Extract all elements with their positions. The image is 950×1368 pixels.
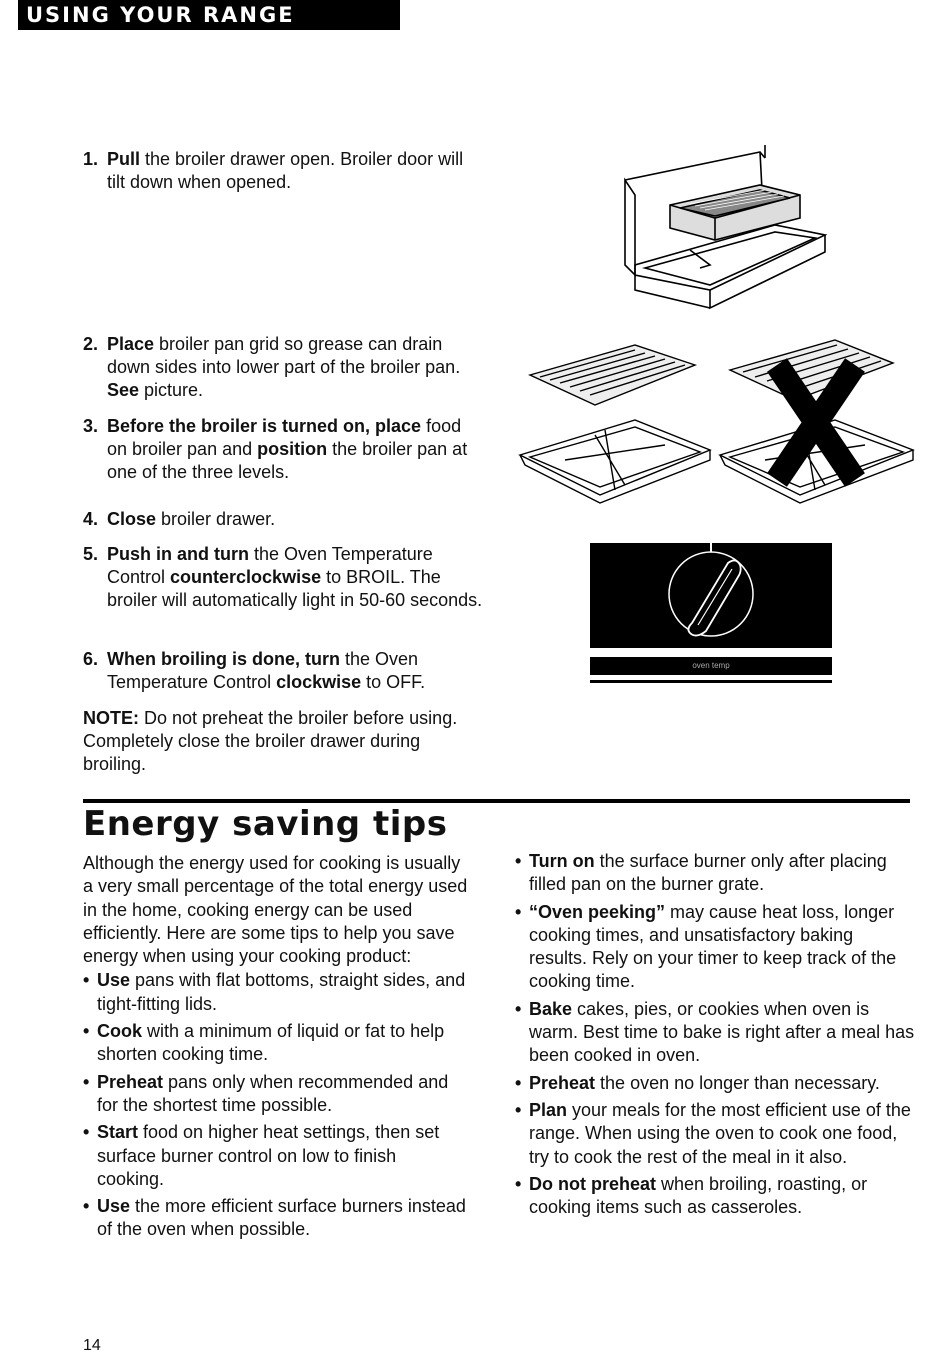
step-3 [83, 415, 483, 484]
tip-text: may cause heat loss, longer cooking times, and unsatisfactory baking results. Rely on your timer to keep track of the cooking time. [529, 901, 897, 992]
tips-left-column [83, 852, 468, 1246]
step-number: 5. [83, 544, 99, 564]
bullet: • [83, 970, 90, 991]
list-item [515, 850, 915, 897]
list-item [83, 1071, 468, 1118]
step-text-2: to OFF. [361, 672, 426, 692]
step-text-2: picture. [139, 380, 204, 400]
step-text-2: to BROIL. The broiler will automatically light in 50-60 seconds. [107, 567, 483, 610]
note [83, 707, 473, 776]
tip-keyword: Start [97, 1122, 139, 1143]
step-number: 6. [83, 649, 99, 669]
bullet: • [515, 851, 522, 871]
tip-keyword: Turn on [529, 851, 595, 871]
step-number: 3. [83, 416, 99, 436]
step-keyword: Close [107, 509, 157, 529]
tip-text: with a minimum of liquid or fat to help shorten cooking time. [97, 1021, 445, 1065]
step-keyword: Place [107, 334, 155, 354]
bullet: • [515, 901, 522, 922]
tip-keyword: Use [97, 1196, 131, 1217]
tip-keyword: Preheat [97, 1071, 164, 1092]
divider [590, 680, 832, 683]
step-text: broiler pan grid so grease can drain down sides into lower part of the broiler pan. [107, 334, 461, 377]
section-title: Energy saving tips [83, 804, 448, 844]
page-number: 14 [83, 1337, 101, 1354]
step-number: 4. [83, 509, 99, 529]
tip-keyword: Bake [529, 998, 573, 1019]
list-item [83, 1020, 468, 1067]
tip-text: the oven no longer than necessary. [595, 1072, 880, 1093]
tip-keyword: Do not preheat [529, 1173, 657, 1194]
bullet: • [515, 998, 522, 1019]
oven-temp-dial-icon [590, 543, 832, 648]
list-item [83, 969, 468, 1016]
list-item [515, 901, 915, 994]
step-keyword: Push in and turn [107, 544, 249, 564]
step-number: 2. [83, 334, 99, 354]
step-keyword-2: counterclockwise [170, 567, 322, 587]
step-keyword: Pull [107, 149, 141, 169]
bullet: • [515, 1099, 522, 1120]
tip-keyword: “Oven peeking” [529, 901, 666, 922]
step-text: the Oven Temperature Control [107, 649, 419, 692]
step-text: the broiler drawer open. Broiler door will tilt down when opened. [107, 149, 464, 192]
bullet: • [83, 1196, 90, 1217]
intro-paragraph: Although the energy used for cooking is usually a very small percentage of the total energy used in the home, cooking energy can be used efficiently. Here are some tips to help you save energy when using your cooking product: [83, 853, 468, 967]
step-keyword-2: clockwise [276, 672, 362, 692]
tip-keyword: Preheat [529, 1072, 596, 1093]
step-1 [83, 148, 483, 194]
tip-text: the more efficient surface burners instead of the oven when possible. [97, 1196, 466, 1240]
bullet: • [515, 1173, 522, 1194]
tip-text: pans only when recommended and for the shortest time possible. [97, 1071, 449, 1115]
bullet: • [515, 1072, 522, 1093]
list-item [515, 1099, 915, 1169]
tip-text: when broiling, roasting, or cooking items such as casseroles. [529, 1173, 868, 1218]
tip-keyword: Use [97, 970, 131, 991]
dial-label: oven temp [590, 657, 832, 675]
section-header: USING YOUR RANGE [18, 0, 400, 30]
step-6 [83, 648, 483, 694]
step-5 [83, 543, 483, 612]
broiler-drawer-illustration [600, 140, 835, 320]
bullet: • [83, 1021, 90, 1042]
tip-keyword: Cook [97, 1021, 142, 1042]
step-keyword: Before the broiler is turned on, place [107, 416, 422, 436]
note-text: Do not preheat the broiler before using. Completely close the broiler drawer during broiling. [83, 708, 458, 774]
step-2 [83, 333, 483, 402]
tip-text: your meals for the most efficient use of the range. When using the oven to cook one food, try to cook the rest of the meal in it also. [529, 1099, 911, 1167]
step-number: 1. [83, 149, 99, 169]
step-text: the Oven Temperature Control [107, 544, 433, 587]
oven-control-panel [590, 543, 832, 648]
step-text: food on broiler pan and [107, 416, 462, 459]
list-item [515, 1173, 915, 1220]
list-item [83, 1121, 468, 1191]
bullet: • [83, 1122, 90, 1143]
tip-text: food on higher heat settings, then set surface burner control on low to finish cooking. [97, 1122, 440, 1189]
list-item [515, 998, 915, 1068]
bullet: • [83, 1071, 90, 1092]
step-4 [83, 508, 483, 531]
step-keyword-2: position [257, 439, 328, 459]
step-text: broiler drawer. [156, 509, 276, 529]
tip-text: cakes, pies, or cookies when oven is warm. Best time to bake is right after a meal has been cooked in oven. [529, 998, 915, 1066]
step-keyword-2: See [107, 380, 140, 400]
list-item [83, 1195, 468, 1242]
tip-text: pans with flat bottoms, straight sides, and tight-fitting lids. [97, 970, 466, 1014]
tips-right-column [515, 850, 915, 1223]
note-label: NOTE: [83, 708, 139, 728]
step-keyword: When broiling is done, turn [107, 649, 340, 669]
step-text-2: the broiler pan at one of the three levels. [107, 439, 468, 482]
list-item [515, 1072, 915, 1095]
broiler-pan-grid-illustration [515, 335, 915, 525]
tip-keyword: Plan [529, 1099, 568, 1120]
section-divider [83, 799, 910, 803]
tip-text: the surface burner only after placing filled pan on the burner grate. [529, 851, 887, 895]
